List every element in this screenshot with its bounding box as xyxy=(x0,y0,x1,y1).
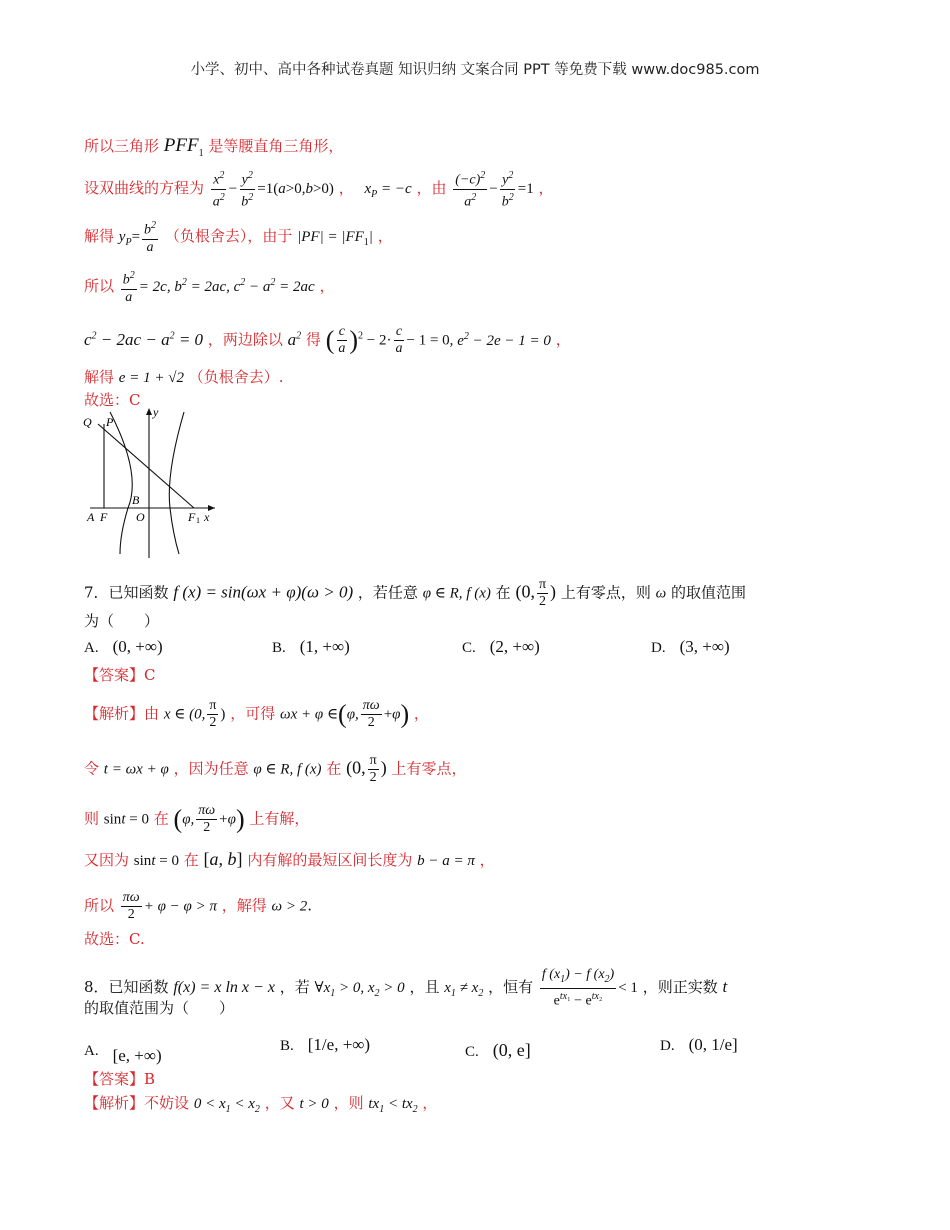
line-qf1 xyxy=(98,424,194,508)
label-y: y xyxy=(153,405,159,419)
text: ， xyxy=(338,179,354,198)
option-label: D. xyxy=(651,640,666,656)
text: 在 xyxy=(495,583,511,602)
text: 由 xyxy=(144,704,160,723)
math: sint = 0 xyxy=(103,811,149,828)
text: ，若任意 xyxy=(357,583,418,602)
math: b − a = π xyxy=(417,853,475,869)
option-label: A. xyxy=(84,1043,99,1059)
math: $tx_1 < tx_2$ xyxy=(368,1096,418,1115)
text: ， xyxy=(377,226,393,245)
option-label: C. xyxy=(462,640,476,656)
sol-line-1 xyxy=(84,135,343,165)
label-b: B xyxy=(132,493,140,507)
text: 又因为 xyxy=(84,851,130,869)
math: $x_1 \ne x_2$ xyxy=(444,980,484,1000)
math-quadratic: $c^2 - 2ac - a^2 = 0$ xyxy=(84,329,204,349)
page-header-banner: 小学、初中、高中各种试卷真题 知识归纳 文案合同 PPT 等免费下载 www.doc985.com xyxy=(190,62,760,78)
text: 7．已知函数 xyxy=(84,583,169,602)
q7-analysis-line-2: 令 t = ωx + φ ，因为任意 φ ∈ R, f (x) 在 (0, $\frac{\pi}{2}$ ) 上有零点， xyxy=(84,753,467,785)
text: 解得 xyxy=(84,226,115,245)
math: $0 < x_1 < x_2$ xyxy=(193,1096,260,1115)
text: ，又 xyxy=(264,1094,295,1112)
math-fraction: $\frac{(-c)^2}{a^2}$ xyxy=(455,170,486,210)
text: 的取值范围 xyxy=(670,583,746,602)
q7-stem-line-2: 为（ ） xyxy=(84,612,160,630)
label-p: P xyxy=(106,415,114,429)
math-abs-eq: $|PF| = |FF_1|$ xyxy=(297,228,373,248)
answer-value: C xyxy=(144,666,156,684)
text: 解得 xyxy=(84,368,115,386)
q7-option-b[interactable] xyxy=(272,637,350,657)
math-a2: $a^2$ xyxy=(287,329,302,349)
option-value: (3, +∞) xyxy=(679,637,730,656)
text: 在 xyxy=(326,759,342,778)
math-fraction: $\frac{c}{a}$ xyxy=(338,324,346,356)
text: ，若 xyxy=(279,978,310,997)
label-f1: F xyxy=(188,510,196,524)
option-value: (0, +∞) xyxy=(112,637,163,656)
analysis-tag: 【解析】 xyxy=(84,1094,145,1112)
math-fraction: $\frac{\pi\omega}{2}$ xyxy=(362,698,380,730)
text: ，则 xyxy=(333,1094,364,1112)
math-fraction: $\frac{\pi}{2}$ xyxy=(369,753,377,785)
option-label: A. xyxy=(84,640,99,656)
text: 上有解， xyxy=(249,809,310,828)
hyperbola-figure xyxy=(80,404,225,564)
math-xp: $x_P = -c$ xyxy=(364,181,412,201)
q7-analysis-line-5: 所以 $\frac{\pi\omega}{2}$ + φ − φ > π ，解得 ω > 2. xyxy=(84,890,313,922)
math-fraction: $\frac{c}{a}$ xyxy=(395,324,403,356)
math: t = ωx + φ xyxy=(103,761,169,778)
label-x: x xyxy=(204,510,210,524)
text: 设双曲线的方程为 xyxy=(84,179,205,198)
answer-tag: 【答案】 xyxy=(84,1070,145,1088)
text: ，由 xyxy=(416,179,447,198)
text: ，两边除以 xyxy=(207,330,283,349)
option-label: B. xyxy=(272,640,286,656)
text: ，则正实数 xyxy=(642,978,718,997)
text: 内有解的最短区间长度为 xyxy=(247,851,413,869)
text: 则 xyxy=(84,809,100,828)
text: ，恒有 xyxy=(488,978,534,997)
text: ， xyxy=(555,330,571,349)
option-label: D. xyxy=(660,1038,675,1054)
text: 所以三角形 xyxy=(84,137,160,155)
text: . xyxy=(307,896,313,915)
q7-analysis-line-4 xyxy=(84,848,495,872)
math: sint = 0 xyxy=(133,853,179,869)
math-omega: ω xyxy=(655,585,667,602)
math-fraction: $\frac{\pi}{2}$ xyxy=(209,698,217,730)
q8-option-c[interactable] xyxy=(465,1040,531,1061)
q8-analysis-line-1 xyxy=(84,1092,437,1121)
math: ωx + φ ∈ xyxy=(280,706,339,723)
sol-line-4: 所以 $\frac{b^2}{a}$ = 2c, $b^2 = 2ac$, $c^2 - a^2 = 2ac$ ， xyxy=(84,270,335,305)
text: ， xyxy=(422,1094,438,1112)
q8-option-a[interactable] xyxy=(84,1040,162,1065)
answer-value: B xyxy=(144,1070,156,1088)
math: ω > 2 xyxy=(271,898,308,915)
math-fraction: $\frac{y^2}{b^2}$ xyxy=(501,170,514,210)
left-branch xyxy=(110,412,132,554)
sol-line-3: 解得 $y_P=$ $\frac{b^2}{a}$ （负根舍去），由于 $|PF| = |FF_1|$ ， xyxy=(84,220,393,255)
option-label: C. xyxy=(465,1044,479,1060)
q8-option-b[interactable] xyxy=(280,1035,370,1055)
math-fraction: $\frac{\pi\omega}{2}$ xyxy=(198,803,216,835)
math: t > 0 xyxy=(299,1096,329,1112)
q7-stem-line-1: 7．已知函数 f (x) = sin(ωx + φ)(ω > 0) ，若任意 φ ∈ R, f (x) 在 (0, $\frac{\pi}{2}$ ) 上有零点，则 ω 的取值范围 xyxy=(84,577,746,609)
text: ，可得 xyxy=(230,704,276,723)
text: 上有零点， xyxy=(391,759,467,778)
y-axis-arrow xyxy=(146,408,152,415)
math: φ ∈ R, f (x) xyxy=(253,761,322,778)
math-pff1: $PFF_1$ xyxy=(163,135,204,159)
option-value: [1/e, +∞) xyxy=(307,1035,371,1054)
text: 令 xyxy=(84,759,100,778)
option-value: (2, +∞) xyxy=(489,637,540,656)
text: 所以 xyxy=(84,276,115,295)
text: ， xyxy=(319,276,335,295)
q7-analysis-line-1: 【解析】由 x ∈ (0, $\frac{\pi}{2}$ ) ，可得 ωx + φ ∈(φ, $\frac{\pi\omega}{2}$ +φ) ， xyxy=(84,698,429,730)
math-function: f (x) = sin(ωx + φ)(ω > 0) xyxy=(173,582,354,602)
sol-line-6 xyxy=(84,366,284,389)
option-value: [e, +∞) xyxy=(112,1046,162,1065)
label-a: A xyxy=(87,510,95,524)
math-fraction: $\frac{x^2}{a^2}$ xyxy=(212,170,225,210)
text: 得 xyxy=(305,330,321,349)
text: ，且 xyxy=(409,978,440,997)
text: 在 xyxy=(153,809,169,828)
text: 上有零点，则 xyxy=(560,583,651,602)
q7-analysis-line-3: 则 sint = 0 在 (φ, $\frac{\pi\omega}{2}$ +φ) 上有解， xyxy=(84,803,310,835)
q8-stem-line-1: 8．已知函数 f(x) = x ln x − x ，若 $\forall x_1 > 0$, $x_2 > 0$ ，且 $x_1 \ne x_2$ ，恒有 $\frac{f (x_1) - f (x_2)}{e^{tx_1} - e^{tx_2}}$ < 1 ，则正实数 t xyxy=(84,967,728,1009)
math-t: t xyxy=(722,977,728,997)
text: ，解得 xyxy=(221,896,267,915)
math: $\forall x_1 > 0$, $x_2 > 0$ xyxy=(314,980,405,1000)
option-label: B. xyxy=(280,1038,294,1054)
option-value: (1, +∞) xyxy=(299,637,350,656)
q7-answer xyxy=(84,664,156,686)
math-fraction: $\frac{f (x_1) - f (x_2)}{e^{tx_1} - e^{tx_2}}$ xyxy=(541,967,615,1009)
text: ， xyxy=(479,851,495,869)
math-fraction: $\frac{b^2}{a}$ xyxy=(144,220,157,255)
math-fraction: $\frac{y^2}{b^2}$ xyxy=(241,170,254,210)
text: 是等腰直角三角形， xyxy=(208,137,344,155)
math: x ∈ (0, xyxy=(163,706,206,723)
q8-option-d[interactable] xyxy=(660,1035,738,1055)
label-q: Q xyxy=(83,415,92,429)
text: 在 xyxy=(183,851,199,869)
q7-option-d[interactable] xyxy=(651,637,730,657)
text: （负根舍去），由于 xyxy=(164,226,293,245)
analysis-tag: 【解析】 xyxy=(84,704,145,723)
sol-line-7: 故选：C xyxy=(84,391,141,409)
math-function: f(x) = x ln x − x xyxy=(173,979,275,997)
option-value: (0, 1/e] xyxy=(688,1035,738,1054)
math: [a, b] xyxy=(203,849,243,869)
q8-answer xyxy=(84,1068,155,1090)
label-f1-subscript: 1 xyxy=(196,516,200,525)
math-fraction: $\frac{\pi\omega}{2}$ xyxy=(122,890,140,922)
sol-line-2: 设双曲线的方程为 $\frac{x^2}{a^2}$ − $\frac{y^2}{b^2}$ =1(a>0,b>0) ， $x_P = -c$ ，由 $\frac{(-c)^2}{a^2}$ − $\frac{y^2}{b^2}$ =1 ， xyxy=(84,170,554,210)
option-value: (0, e] xyxy=(492,1040,531,1060)
text: 所以 xyxy=(84,896,115,915)
math-fraction: $\frac{\pi}{2}$ xyxy=(538,577,547,609)
q7-analysis-line-6: 故选：C. xyxy=(84,930,145,948)
text: 8．已知函数 xyxy=(84,978,169,997)
text: ， xyxy=(538,179,554,198)
text: （负根舍去）. xyxy=(188,368,284,386)
math-e-value: e = 1 + √2 xyxy=(118,370,184,386)
answer-tag: 【答案】 xyxy=(84,666,145,684)
q7-option-c[interactable] xyxy=(462,637,540,657)
q7-option-a[interactable] xyxy=(84,637,163,657)
label-f: F xyxy=(100,510,108,524)
text: ，因为任意 xyxy=(173,759,249,778)
text: 不妨设 xyxy=(144,1094,190,1112)
q8-stem-line-2: 的取值范围为（ ） xyxy=(84,999,235,1017)
label-o: O xyxy=(136,510,145,524)
math-phi-r: φ ∈ R, f (x) xyxy=(422,585,491,602)
text: ， xyxy=(413,704,429,723)
sol-line-5: $c^2 - 2ac - a^2 = 0$ ，两边除以 $a^2$ 得 ( $\frac{c}{a}$ )$^2$ − 2· $\frac{c}{a}$ − 1 = 0, $e^2 - 2e - 1 = 0$ ， xyxy=(84,324,571,356)
math-yp: $y_P$ xyxy=(118,228,132,248)
math-fraction: $\frac{b^2}{a}$ xyxy=(122,270,135,305)
right-branch xyxy=(169,412,184,554)
